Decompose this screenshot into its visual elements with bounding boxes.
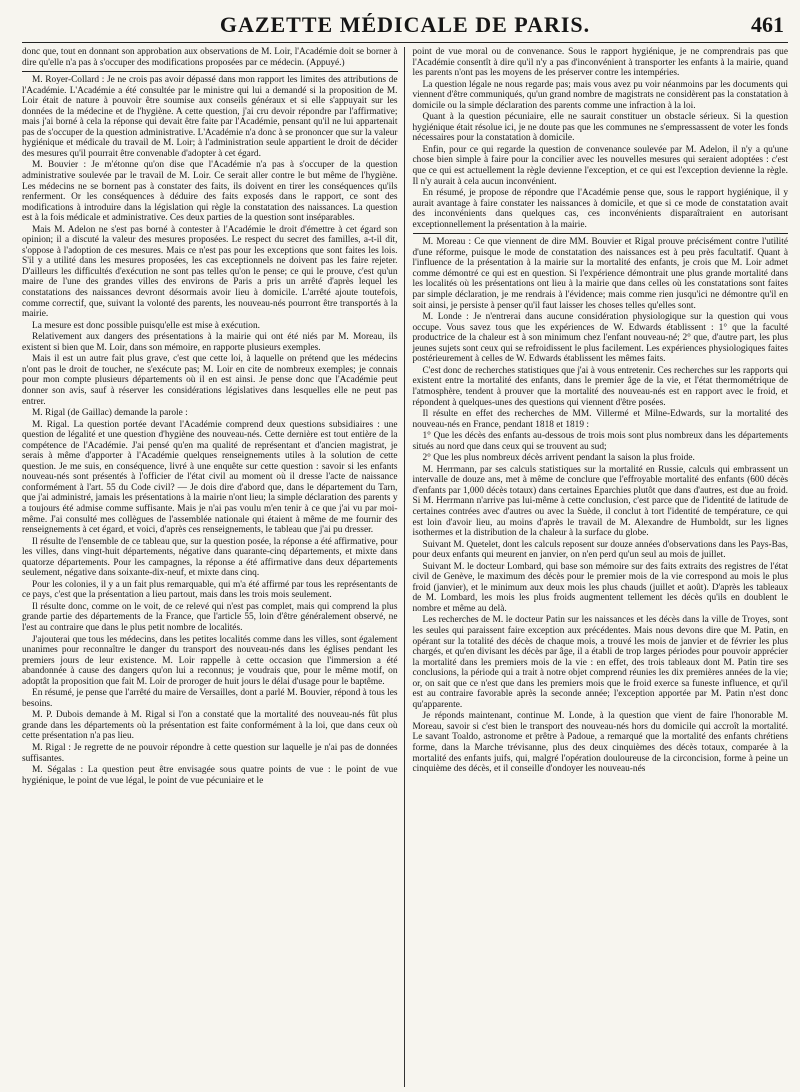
paragraph: Suivant M. le docteur Lombard, qui base son mémoire sur des faits extraits des registres de l'état civil de Genève, le maximum des décès pour le premier mois de la vie correspond au mois le plus froid (janvier), et le minimum aux deux mois les plus chauds (juillet et août). D'après les tableaux de M. Lombard, les mois les plus froids augmentent tellement les décès qu'ils en doublent le nombre et même au delà. — [412, 561, 788, 614]
paragraph: En résumé, je pense que l'arrêté du maire de Versailles, dont a parlé M. Bouvier, répond à tous les besoins. — [22, 688, 398, 709]
paragraph: M. Ségalas : La question peut être envisagée sous quatre points de vue : le point de vue hygiénique, le point de vue légal, le point de vue pécuniaire et le — [22, 765, 398, 786]
paragraph: M. Rigal. La question portée devant l'Académie comprend deux questions subsidiaires : une question de légalité et une question d'hygiène des nouveau-nés. Cette dernière est tout entière de la compétence de l'Académie. J'ai pensé qu'en ma qualité de représentant et d'ancien magistrat, je serais à même d'apporter à l'Académie quelques renseignements utiles à la solution de cette question. Je me suis, en conséquence, livré à une enquête sur cette question : savoir si les enfants nouveau-nés sont présentés à l'officier de l'état civil au moment où il dresse l'acte de naissance conformément à l'art. 55 du Code civil? — Je dois dire d'abord que, dans le département du Tarn, que j'ai administré, jamais les présentations à la mairie n'ont lieu; la simple déclaration des parents y a toujours été admise comme suffisante. Mais je n'ai pas voulu m'en tenir à ce que j'ai vu par moi-même. J'ai consulté mes collègues de l'assemblée nationale qui étaient à même de me fournir des renseignements à cet égard, et voici, d'après ces renseignements, le tableau que j'ai pu dresser. — [22, 419, 398, 536]
paragraph: Enfin, pour ce qui regarde la question de convenance soulevée par M. Adelon, il n'y a qu'une chose bien simple à faire pour la concilier avec les nouvelles mesures qui seraient adoptées : c'est que ce qui est actuellement la règle devienne l'exception, et ce qui est l'exception devienne la règle. Il n'y aurait à cela aucun inconvénient. — [412, 144, 788, 187]
paragraph: Mais M. Adelon ne s'est pas borné à contester à l'Académie le droit d'émettre à cet égard son opinion; il a discuté la valeur des mesures proposées. Le respect du secret des familles, a-t-il dit, s'oppose à l'adoption de ces mesures. Mais ce n'est pas pour les exceptions que sont faites les lois. S'il y a utilité dans les mesures proposées, les cas exceptionnels ne doivent pas les faire rejeter. D'ailleurs les difficultés d'exécution ne sont pas telles qu'on le pense; ce qui le prouve, c'est qu'un maire de l'une des grandes villes des environs de Paris a pris un arrêté d'après lequel les constatations des naissances devront désormais avoir lieu à domicile. L'arrêté ajoute toutefois, comme correctif, que, suivant la volonté des parents, les nouveau-nés pourront être transportés à la mairie. — [22, 224, 398, 320]
paragraph: Il résulte de l'ensemble de ce tableau que, sur la question posée, la réponse a été affirmative, pour les villes, dans vingt-huit départements, négative dans quarante-cinq départements, et mixte dans quatorze départements. Pour les campagnes, la réponse a été affirmative dans deux départements seulement, négative dans soixante-dix-neuf, et mixte dans cinq. — [22, 536, 398, 579]
separator-rule — [413, 233, 789, 234]
paragraph: C'est donc de recherches statistiques que j'ai à vous entretenir. Ces recherches sur les rapports qui existent entre la mortalité des enfants, dans le premier âge de la vie, et l'état thermométrique de l'atmosphère, tendent à prouver que la mortalité des nouveau-nés est en rapport avec le froid, et répondent à quelques-unes des questions qui viennent d'être posées. — [412, 365, 788, 408]
paragraph: Suivant M. Quetelet, dont les calculs reposent sur douze années d'observations dans les Pays-Bas, pour deux enfants qui meurent en janvier, on n'en perd qu'un seul au mois de juillet. — [412, 539, 788, 561]
paragraph: En résumé, je propose de répondre que l'Académie pense que, sous le rapport hygiénique, il y aurait avantage à faire constater les naissances à domicile, et que si ce mode de constatation avait des inconvénients dans quelques cas, ces inconvénients disparaîtraient en autorisant exceptionnellement la présentation à la mairie. — [412, 188, 788, 230]
text-columns — [22, 47, 788, 1087]
paragraph: M. Londe : Je n'entrerai dans aucune considération physiologique sur la question qui vous occupe. Vous savez tous que les expériences de W. Edwards établissent : 1° que la faculté productrice de la chaleur est à son minimum chez l'enfant nouveau-né; 2° que, d'autre part, les plus jeunes sujets sont ceux qui se refroidissent le plus facilement. Les expériences physiologiques faites postérieurement à celles de W. Edwards établissent les mêmes faits. — [412, 312, 788, 365]
paragraph: Relativement aux dangers des présentations à la mairie qui ont été niés par M. Moreau, ils existent si bien que M. Loir, dans son mémoire, en rapporte plusieurs exemples. — [22, 332, 398, 353]
paragraph: 1° Que les décès des enfants au-dessous de trois mois sont plus nombreux dans les départements situés au nord que dans ceux qui se trouvent au sud; — [412, 431, 788, 452]
paragraph: La mesure est donc possible puisqu'elle est mise à exécution. — [32, 320, 260, 331]
paragraph: J'ajouterai que tous les médecins, dans les petites localités comme dans les villes, sont également unanimes pour reconnaître le danger du transport des nouveau-nés dans les églises pendant les premiers jours de leur existence. M. Loir rappelle à cette occasion que l'immersion a été abandonnée à cause des dangers qu'on lui a reconnus; je voudrais que, pour le même motif, on adoptât la proposition que fait M. Loir de proroger de huit jours le délai d'usage pour le baptême. — [22, 634, 398, 687]
right-column — [405, 47, 789, 1087]
paragraph: Pour les colonies, il y a un fait plus remarquable, qui m'a été affirmé par tous les représentants de ce pays, c'est que la présentation a lieu partout, mais dans les trois mois seulement. — [22, 579, 398, 601]
page-number: 461 — [751, 12, 784, 37]
paragraph: Je réponds maintenant, continue M. Londe, à la question que vient de faire l'honorable M. Moreau, savoir si c'est bien le transport des nouveau-nés hors du domicile qui accroît la mortalité. Le savant Toaldo, astronome et prêtre à Padoue, a remarqué que la mortalité des enfants chrétiens forme, dans la Marche trévisanne, plus des deux cinquièmes des décès totaux, comparée à la mortalité des enfants juifs, qui, malgré l'opération douloureuse de la circoncision, forme à peine un cinquième des décès, et il conseille d'ondoyer les nouveau-nés — [412, 711, 788, 775]
paragraph: M. Herrmann, par ses calculs statistiques sur la mortalité en Russie, calculs qui embrassent un intervalle de douze ans, met à même de conclure que l'effroyable mortalité des enfants (600 décès d'enfants par 1,000 décès totaux) dans certaines Eparchies plutôt que dans d'autres, est due au froid. Si M. Herrmann n'arrive pas lui-même à cette conclusion, c'est parce que de l'identité de latitude de certaines contrées avec d'autres ou avec la Suède, il conclut à tort l'identité de température, ce qui est loin d'avoir lieu, au moins d'après le travail de M. Alexandre de Humboldt, sur les lignes isothermes et la distribution de la chaleur à la surface du globe. — [412, 464, 788, 539]
paragraph: M. Moreau : Ce que viennent de dire MM. Bouvier et Rigal prouve précisément contre l'utilité d'une réforme, puisque le mode de constatation des naissances est à peu près facultatif. Quant à l'influence de la présentation à la mairie sur la mortalité des enfants, je crois que M. Loir admet comme démontré ce qui est en question. Si l'expérience démontrait une plus grande mortalité dans les localités où les présentations ont lieu à la mairie que dans celles où les constatations sont faites par simple déclaration, je me rendrais à l'évidence; mais comme rien jusqu'ici ne démontre qu'il en soit ainsi, je persiste à penser qu'il faut laisser les choses telles qu'elles sont. — [412, 237, 788, 311]
masthead — [22, 8, 788, 43]
left-column — [22, 47, 405, 1087]
paragraph: Les recherches de M. le docteur Patin sur les naissances et les décès dans la ville de Troyes, sont les seules qui paraissent faire exception aux précédentes. Mais nous devons dire que M. Patin, en opérant sur la totalité des décès de chaque mois, a trouvé les mois de janvier et de février les plus chargés, et qu'en divisant les décès par âge, il a établi de trop larges périodes pour pouvoir apprécier la mortalité dans les premiers mois de la vie : en effet, des trois tableaux dont M. Patin tire ses conclusions, la période qui a trait à notre objet comprend réunies les dix premières années de la vie; or, on sait que ce n'est que dans les premiers mois que le froid exerce sa funeste influence, et qu'il est au contraire favorable après la seconde année; l'exception apportée par M. Patin n'est donc qu'apparente. — [412, 615, 788, 710]
paragraph: M. Royer-Collard : Je ne crois pas avoir dépassé dans mon rapport les limites des attributions de l'Académie. L'Académie a été consultée par le ministre qui lui a demandé si la proposition de M. Loir était de nature à pouvoir être soumise aux conseils généraux et si elle s'appuyait sur les données de la médecine et de l'hygiène. A cette question, j'ai cru devoir répondre par l'affirmative; mais j'ai borné à cela la réponse qui devait être faite par l'Académie, pensant qu'il ne lui appartenait pas de s'occuper de la question administrative. L'Académie n'a donc à se prononcer que sur la valeur hygiénique et médicale du travail de M. Loir; à l'administration seule appartient le droit de décider des mesures qu'il pourrait être convenable d'adopter à cet égard. — [22, 75, 398, 159]
journal-title: GAZETTE MÉDICALE DE PARIS. — [219, 12, 591, 37]
paragraph: M. Bouvier : Je m'étonne qu'on dise que l'Académie n'a pas à s'occuper de la question administrative soulevée par le travail de M. Loir. Ce serait aller contre le but même de l'hygiène. Les médecins ne se bornent pas à constater des faits, ils doivent en tirer les conséquences qu'ils renferment. Or les conséquences à déduire des faits exposés dans le rapport, ce sont des modifications à introduire dans la législation qui règle la constatation des naissances. La question est à la fois médicale et administrative. Ces deux parties de la question sont inséparables. — [22, 160, 398, 224]
paragraph: M. P. Dubois demande à M. Rigal si l'on a constaté que la mortalité des nouveau-nés fût plus grande dans les départements où la présentation est faite conformément à la loi, que dans ceux où cette présentation n'a pas lieu. — [22, 710, 398, 742]
paragraph: Il résulte donc, comme on le voit, de ce relevé qui n'est pas complet, mais qui comprend la plus grande partie des départements de la France, que l'article 55, loin d'être généralement observé, ne l'est au contraire que dans le plus petit nombre de localités. — [22, 601, 398, 633]
paragraph: M. Rigal : Je regrette de ne pouvoir répondre à cette question sur laquelle je n'ai pas de données suffisantes. — [22, 743, 398, 764]
paragraph: La question légale ne nous regarde pas; mais vous avez pu voir néanmoins par les documents qui viennent d'être communiqués, qu'un grand nombre de magistrats ne considèrent pas la constatation à domicile ou la simple déclaration des parents comme une infraction à la loi. — [412, 79, 788, 111]
paragraph: 2° Que les plus nombreux décès arrivent pendant la saison la plus froide. — [422, 453, 695, 464]
separator-rule — [22, 71, 398, 72]
paragraph: Mais il est un autre fait plus grave, c'est que cette loi, à laquelle on prétend que les médecins n'ont pas le droit de toucher, ne s'exécute pas; M. Loir en cite de nombreux exemples; je connais pour mon compte plusieurs départements où il en est ainsi. Je pense donc que l'Académie peut donner son avis, sauf à réserver les considérations législatives dans lesquelles elle ne peut pas entrer. — [22, 354, 398, 407]
paragraph: M. Rigal (de Gaillac) demande la parole : — [32, 408, 188, 419]
paragraph: donc que, tout en donnant son approbation aux observations de M. Loir, l'Académie doit se borner à dire qu'elle n'a pas à s'occuper des modifications proposées par ce médecin. (Appuyé.) — [22, 47, 398, 68]
paragraph: Quant à la question pécuniaire, elle ne saurait constituer un obstacle sérieux. Si la question hygiénique était résolue ici, je ne doute pas que les communes ne s'empressassent de voter les fonds nécessaires pour la constatation à domicile. — [412, 112, 788, 144]
paragraph: point de vue moral ou de convenance. Sous le rapport hygiénique, je ne comprendrais pas que l'Académie consentît à dire qu'il n'y a pas d'inconvénient à transporter les enfants à la mairie, quand les parents n'ont pas les moyens de les préserver contre les intempéries. — [412, 47, 788, 79]
paragraph: Il résulte en effet des recherches de MM. Villermé et Milne-Edwards, sur la mortalité des nouveau-nés en France, pendant 1818 et 1819 : — [412, 409, 788, 430]
